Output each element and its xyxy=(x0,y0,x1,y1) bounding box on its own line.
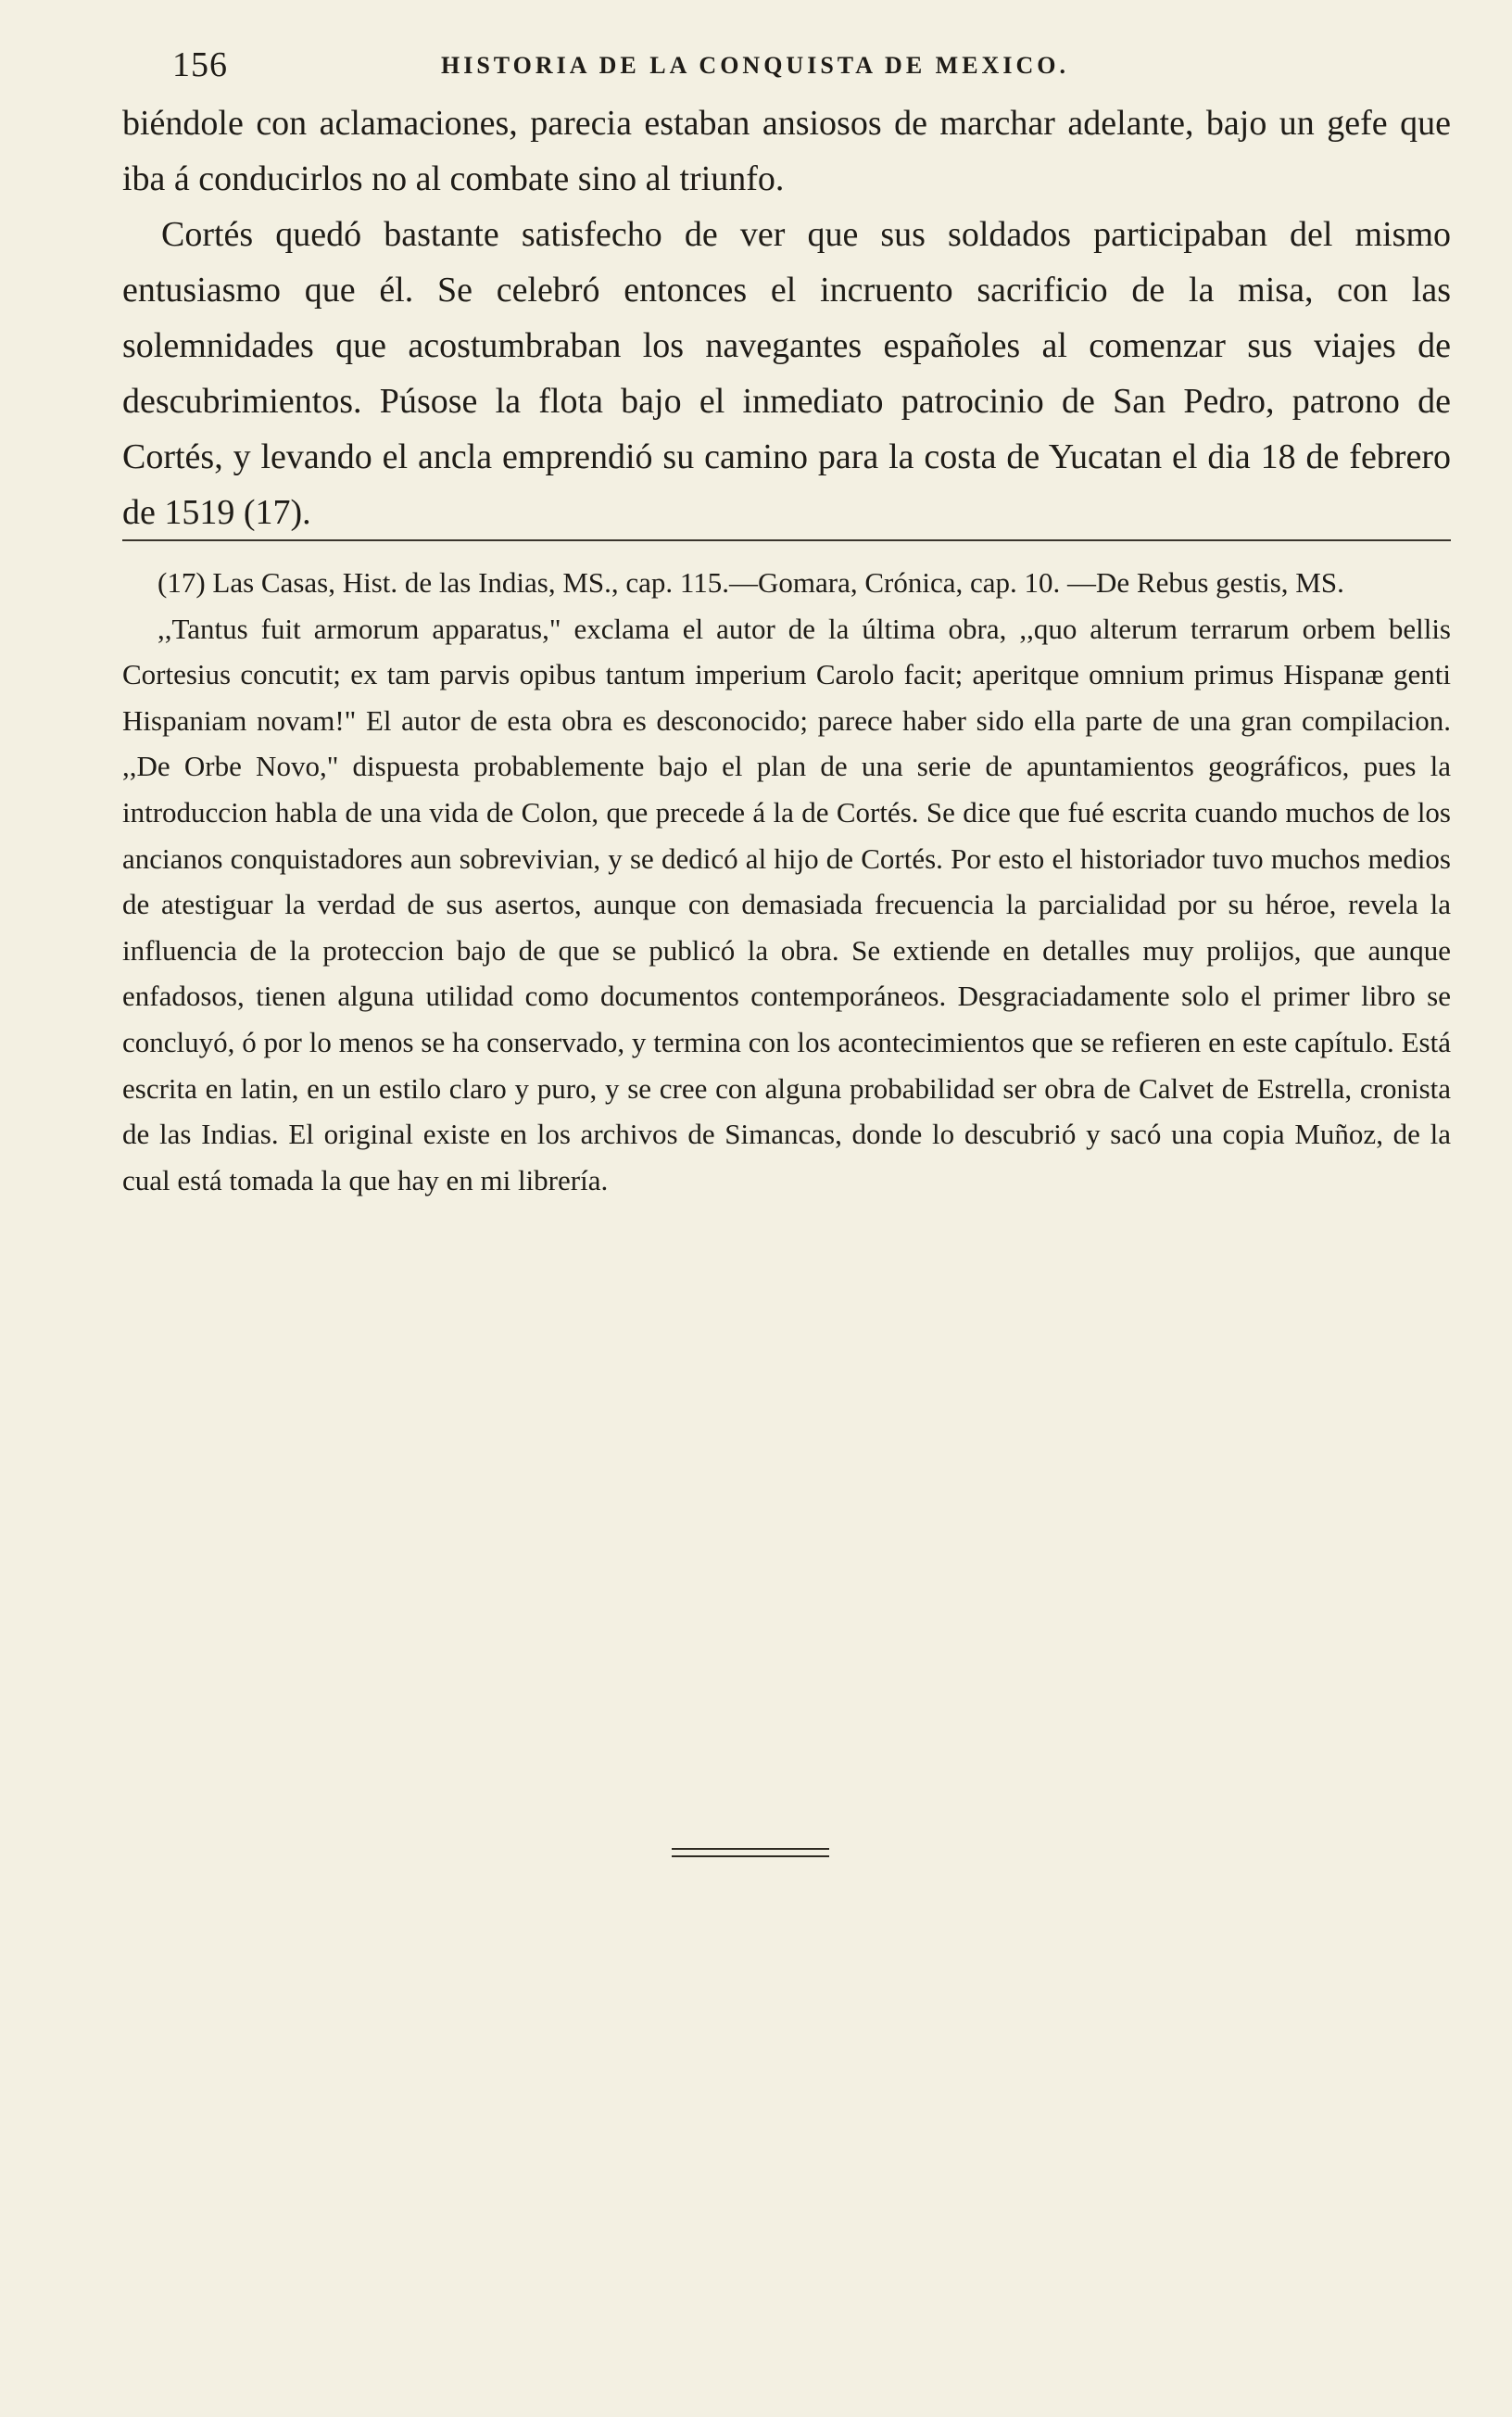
body-paragraph: biéndole con aclamaciones, parecia estaban ansiosos de marchar adelante, bajo un gefe que iba á conducirlos no al combate sino al triunfo. xyxy=(122,104,1451,198)
end-ornament-rule xyxy=(672,1855,829,1857)
main-text xyxy=(122,95,1451,540)
page-header xyxy=(172,37,1451,93)
footnotes xyxy=(122,560,1451,1203)
footnote-paragraph: ,,Tantus fuit armorum apparatus," exclama el autor de la última obra, ,,quo alterum terrarum orbem bellis Cortesius concutit; ex tam parvis opibus tantum imperium Carolo facit; aperitque omnium primus Hispanæ genti Hispaniam novam!" El autor de esta obra es desconocido; parece haber sido ella parte de una gran compilacion. ,,De Orbe Novo," dispuesta probablemente bajo el plan de una serie de apuntamientos geográficos, pues la introduccion habla de una vida de Colon, que precede á la de Cortés. Se dice que fué escrita cuando muchos de los ancianos conquistadores aun sobrevivian, y se dedicó al hijo de Cortés. Por esto el historiador tuvo muchos medios de atestiguar la verdad de sus asertos, aunque con demasiada frecuencia la parcialidad por su héroe, revela la influencia de la proteccion bajo de que se publicó la obra. Se extiende en detalles muy prolijos, que aunque enfadosos, tienen alguna utilidad como documentos contemporáneos. Desgraciadamente solo el primer libro se concluyó, ó por lo menos se ha conservado, y termina con los acontecimientos que se refieren en este capítulo. Está escrita en latin, en un estilo claro y puro, y se cree con alguna probabilidad ser obra de Calvet de Estrella, cronista de las Indias. El original existe en los archivos de Simancas, donde lo descubrió y sacó una copia Muñoz, de la cual está tomada la que hay en mi librería. xyxy=(122,612,1451,1196)
body-paragraph: Cortés quedó bastante satisfecho de ver que sus soldados participaban del mismo entusiasmo que él. Se celebró entonces el incruento sacrificio de la misa, con las solemnidades que acostumbraban los navegantes españoles al comenzar sus viajes de descubrimientos. Púsose la flota bajo el inmediato patrocinio de San Pedro, patrono de Cortés, y levando el ancla emprendió su camino para la costa de Yucatan el dia 18 de febrero de 1519 (17). xyxy=(122,215,1451,532)
footnote-paragraph: (17) Las Casas, Hist. de las Indias, MS., cap. 115.—Gomara, Crónica, cap. 10. —De Rebus gestis, MS. xyxy=(158,566,1344,599)
footnote-separator xyxy=(122,539,1451,541)
end-ornament-rule xyxy=(672,1848,829,1850)
page-number: 156 xyxy=(172,45,228,84)
running-title: HISTORIA DE LA CONQUISTA DE MEXICO. xyxy=(441,52,1069,79)
